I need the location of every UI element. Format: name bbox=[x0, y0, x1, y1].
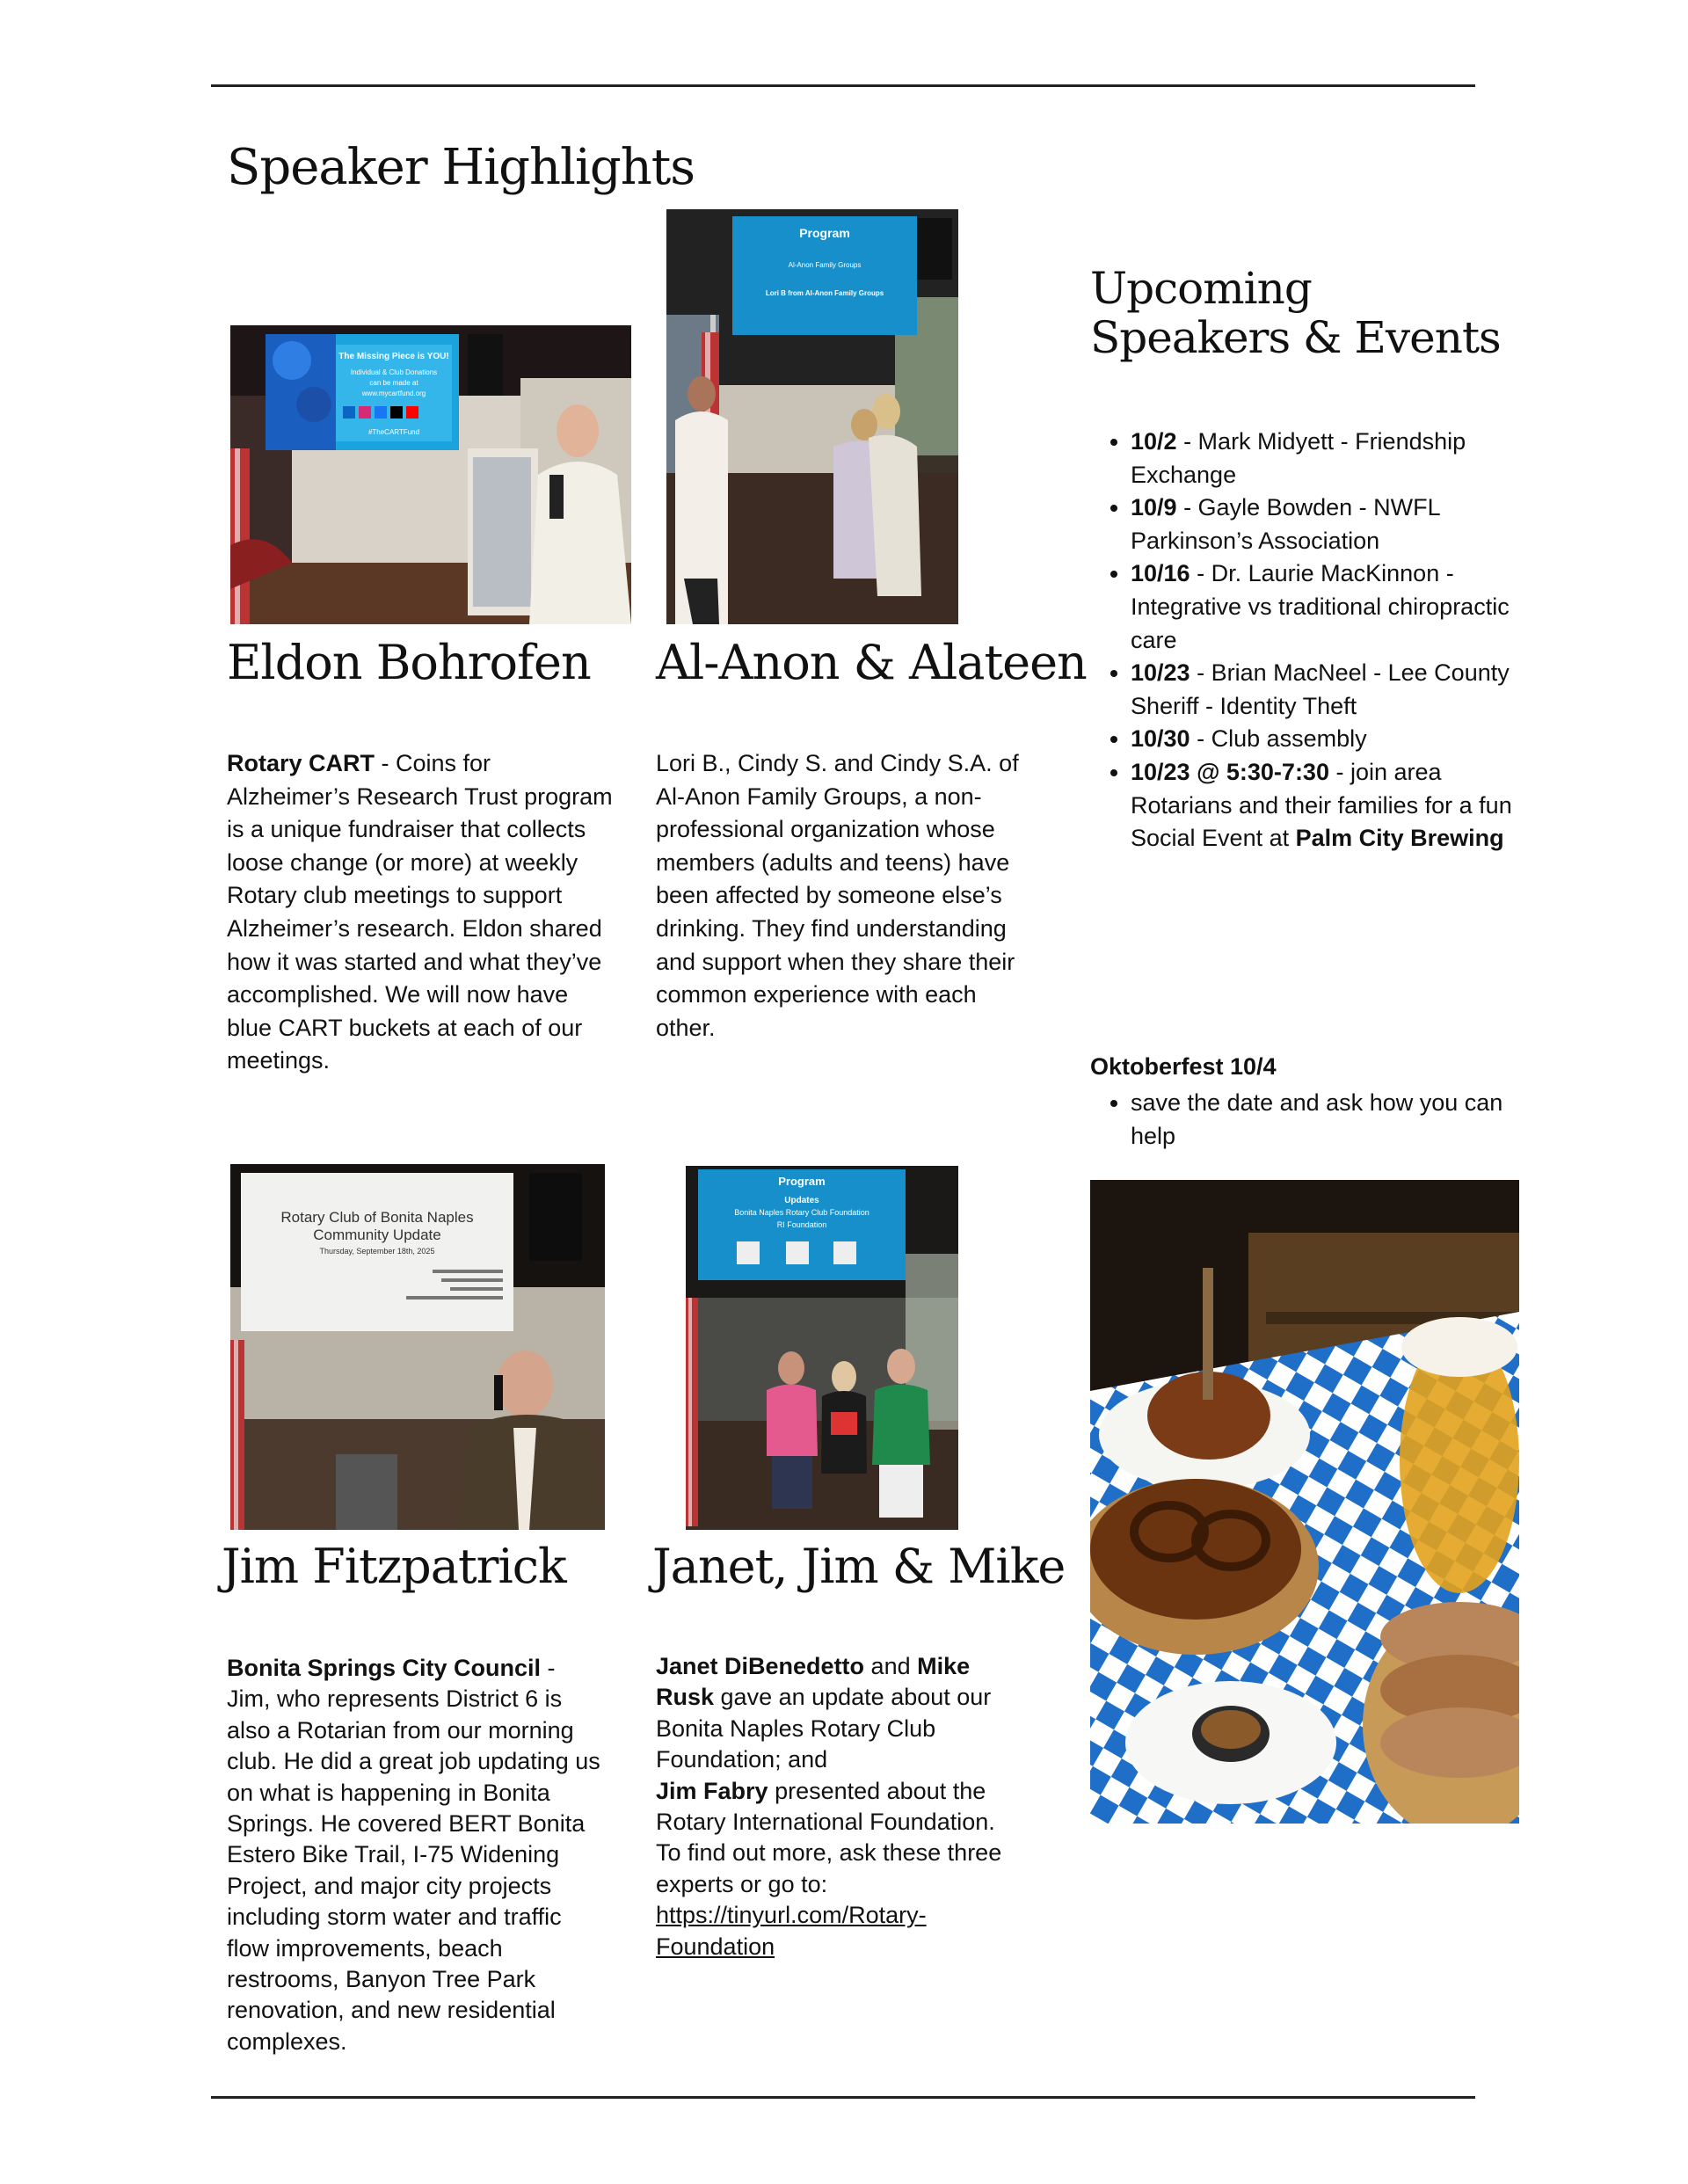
connector-and: and bbox=[864, 1653, 918, 1679]
event-date: 10/23 bbox=[1131, 659, 1190, 687]
jim-screen-line3: Thursday, September 18th, 2025 bbox=[319, 1247, 435, 1256]
speaker-name-al-anon: Al-Anon & Alateen bbox=[656, 635, 1087, 690]
person-jim-fabry: Jim Fabry bbox=[656, 1777, 768, 1804]
event-text: - Brian MacNeel - Lee County Sheriff - Identity Theft bbox=[1131, 659, 1510, 719]
jim-fitzpatrick-photo bbox=[230, 1164, 605, 1530]
jim-text: - Jim, who represents District 6 is also a Rotarian from our morning club. He did a great job updating us on what is happening in Bonita Springs. He covered BERT Bonita Estero Bike Trail, I-75 Widening Project, and major city projects including storm water and traffic flow improvements, beach restrooms, Banyon Tree Park renovation, and new residential complexes. bbox=[227, 1655, 600, 2055]
janet-jim-mike-photo bbox=[686, 1166, 958, 1530]
speaker-name-janet-jim-mike: Janet, Jim & Mike bbox=[652, 1539, 1066, 1594]
jjm-screen-line3: RI Foundation bbox=[776, 1220, 827, 1229]
upcoming-title-line1: Upcoming bbox=[1090, 263, 1312, 314]
event-item bbox=[1131, 756, 1517, 855]
event-item bbox=[1131, 657, 1517, 723]
event-date: 10/23 @ 5:30-7:30 bbox=[1131, 758, 1329, 785]
eldon-screen-line5: #TheCARTFund bbox=[367, 428, 420, 436]
speaker-name-eldon: Eldon Bohrofen bbox=[227, 635, 591, 690]
bottom-rule bbox=[211, 2096, 1475, 2099]
eldon-text: - Coins for Alzheimer’s Research Trust program is a unique fundraiser that collects loose change (or more) at weekly Rotary club meetings to support Alzheimer’s research. Eldon shared how it was started and what they’ve accomplished. We will now have blue CART buckets at each of our meetings. bbox=[227, 750, 613, 1074]
event-item bbox=[1131, 426, 1517, 491]
jjm-screen-line1: Updates bbox=[784, 1196, 819, 1205]
jjm-text2: presented about the Rotary International Foundation. bbox=[656, 1777, 995, 1836]
event-date: 10/16 bbox=[1131, 560, 1190, 587]
page-title: Speaker Highlights bbox=[227, 139, 695, 196]
al-anon-screen-title: Program bbox=[799, 226, 850, 240]
event-text: - Dr. Laurie MacKinnon - Integrative vs traditional chiropractic care bbox=[1131, 560, 1510, 653]
eldon-lead: Rotary CART bbox=[227, 750, 375, 776]
event-venue: Palm City Brewing bbox=[1295, 825, 1504, 852]
link-line-1[interactable]: https://tinyurl.com/Rotary- bbox=[656, 1902, 927, 1929]
al-anon-screen-line1: Al-Anon Family Groups bbox=[788, 261, 862, 269]
jim-screen-line1: Rotary Club of Bonita Naples bbox=[280, 1209, 474, 1226]
jim-screen-line2: Community Update bbox=[313, 1227, 441, 1243]
event-date: 10/2 bbox=[1131, 428, 1177, 455]
eldon-screen-line4: www.mycartfund.org bbox=[361, 389, 426, 397]
al-anon-description: Lori B., Cindy S. and Cindy S.A. of Al-Anon Family Groups, a non-professional organization whose members (adults and teens) have been affected by someone else’s drinking. They find understanding and support when they share their common experience with each other. bbox=[656, 750, 1019, 1041]
oktoberfest-list bbox=[1090, 1087, 1517, 1153]
event-item bbox=[1131, 723, 1517, 756]
speaker-name-jim-fitzpatrick: Jim Fitzpatrick bbox=[222, 1539, 566, 1594]
oktoberfest-food-photo bbox=[1090, 1180, 1519, 1824]
jjm-text1: gave an update about our Bonita Naples Rotary Club Foundation; and bbox=[656, 1684, 992, 1773]
link-line-2[interactable]: Foundation bbox=[656, 1933, 775, 1960]
event-date: 10/30 bbox=[1131, 725, 1190, 753]
eldon-description bbox=[227, 747, 614, 1078]
event-text: - Mark Midyett - Friendship Exchange bbox=[1131, 428, 1466, 488]
eldon-screen-line2: Individual & Club Donations bbox=[350, 368, 438, 376]
rotary-foundation-link[interactable] bbox=[656, 1902, 927, 1959]
person-mike: Mike Rusk bbox=[656, 1653, 971, 1711]
event-date: 10/9 bbox=[1131, 494, 1177, 521]
event-text: - Gayle Bowden - NWFL Parkinson’s Association bbox=[1131, 494, 1440, 554]
al-anon-photo bbox=[666, 209, 958, 624]
upcoming-events-list bbox=[1090, 426, 1517, 855]
oktoberfest-item: • save the date and ask how you can help bbox=[1131, 1087, 1517, 1153]
upcoming-title-line2: Speakers & Events bbox=[1090, 312, 1501, 363]
jim-lead: Bonita Springs City Council bbox=[227, 1655, 542, 1681]
janet-jim-mike-description bbox=[656, 1651, 1034, 1962]
oktoberfest-title: Oktoberfest 10/4 bbox=[1090, 1053, 1277, 1080]
event-item bbox=[1131, 557, 1517, 657]
al-anon-screen-line2: Lori B from Al-Anon Family Groups bbox=[765, 289, 884, 297]
jjm-screen-title: Program bbox=[778, 1175, 826, 1188]
event-text: - Club assembly bbox=[1190, 725, 1367, 753]
jjm-text3: To find out more, ask these three experts or go to: bbox=[656, 1839, 1002, 1897]
event-text: - join area Rotarians and their families for a fun Social Event at bbox=[1131, 758, 1512, 852]
eldon-screen-line1: The Missing Piece is YOU! bbox=[338, 352, 449, 361]
top-rule bbox=[211, 84, 1475, 87]
person-janet: Janet DiBenedetto bbox=[656, 1653, 865, 1679]
jim-fitzpatrick-description bbox=[227, 1653, 605, 2057]
eldon-screen-line3: can be made at bbox=[369, 379, 418, 387]
upcoming-title bbox=[1090, 264, 1501, 362]
jjm-screen-line2: Bonita Naples Rotary Club Foundation bbox=[734, 1208, 869, 1217]
event-item bbox=[1131, 491, 1517, 557]
eldon-bohrofen-photo bbox=[230, 325, 631, 624]
